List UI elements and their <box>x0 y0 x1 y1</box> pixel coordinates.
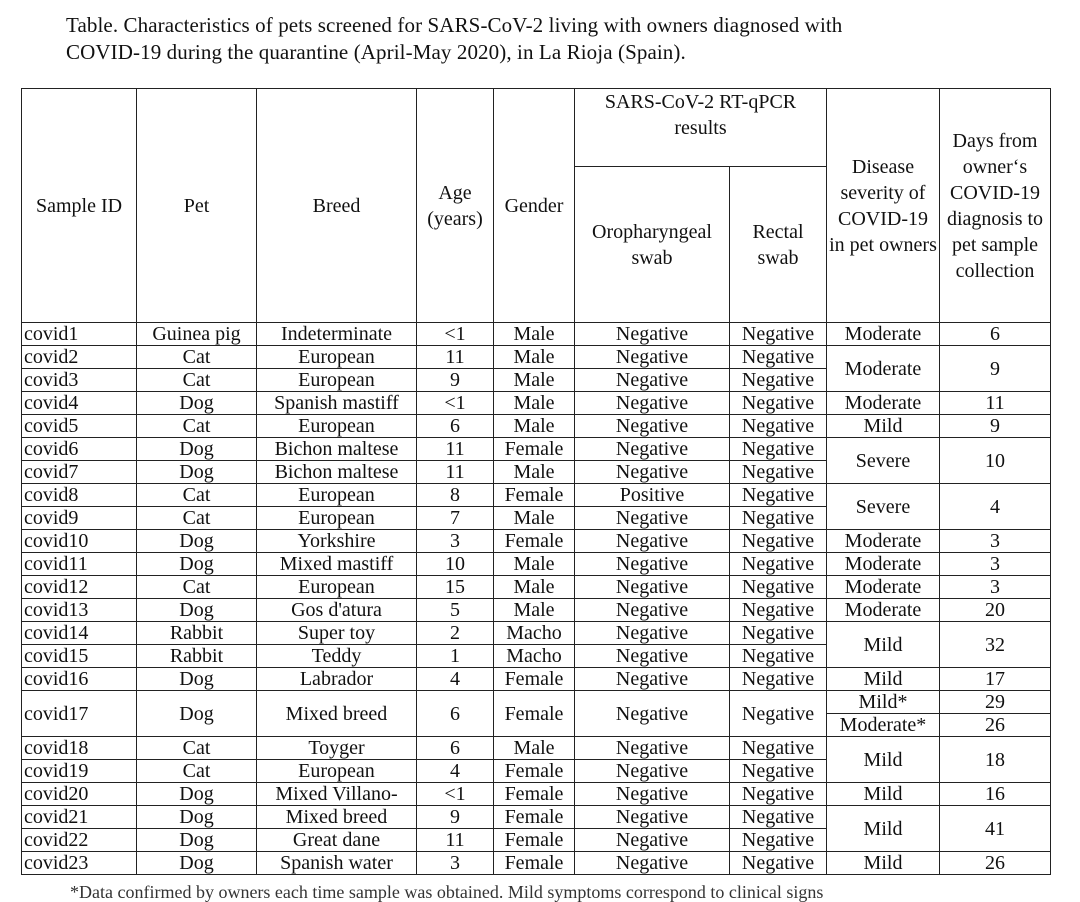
cell-gender: Female <box>494 438 575 461</box>
cell-gender: Male <box>494 369 575 392</box>
cell-rectal: Negative <box>730 576 827 599</box>
cell-age: 6 <box>417 691 494 737</box>
cell-severity: Moderate <box>827 576 940 599</box>
cell-id: covid13 <box>22 599 137 622</box>
table-row <box>22 576 1051 599</box>
cell-pet: Dog <box>137 668 257 691</box>
caption-line-1: Table. Characteristics of pets screened for SARS-CoV-2 living with owners diagnosed with <box>66 13 843 37</box>
cell-oro: Negative <box>575 438 730 461</box>
header-severity: Disease severity of COVID-19 in pet owners <box>827 89 940 323</box>
cell-gender: Male <box>494 576 575 599</box>
cell-id: covid11 <box>22 553 137 576</box>
cell-oro: Negative <box>575 461 730 484</box>
cell-oro: Negative <box>575 369 730 392</box>
cell-pet: Dog <box>137 599 257 622</box>
cell-rectal: Negative <box>730 461 827 484</box>
cell-id: covid12 <box>22 576 137 599</box>
cell-id: covid4 <box>22 392 137 415</box>
cell-pet: Cat <box>137 415 257 438</box>
cell-oro: Negative <box>575 599 730 622</box>
table-row <box>22 668 1051 691</box>
table-row <box>22 852 1051 875</box>
table-row <box>22 346 1051 369</box>
cell-rectal: Negative <box>730 852 827 875</box>
cell-days: 18 <box>940 737 1051 783</box>
cell-oro: Negative <box>575 415 730 438</box>
table-row <box>22 599 1051 622</box>
cell-pet: Dog <box>137 691 257 737</box>
cell-severity: Moderate <box>827 530 940 553</box>
cell-rectal: Negative <box>730 737 827 760</box>
cell-age: 11 <box>417 438 494 461</box>
cell-pet: Dog <box>137 806 257 829</box>
cell-severity: Mild <box>827 806 940 852</box>
table-row <box>22 323 1051 346</box>
cell-rectal: Negative <box>730 392 827 415</box>
table-row <box>22 415 1051 438</box>
cell-gender: Male <box>494 507 575 530</box>
cell-days: 41 <box>940 806 1051 852</box>
cell-severity: Mild <box>827 783 940 806</box>
cell-severity: Mild* <box>827 691 940 714</box>
cell-rectal: Negative <box>730 806 827 829</box>
cell-pet: Rabbit <box>137 622 257 645</box>
cell-rectal: Negative <box>730 783 827 806</box>
cell-gender: Male <box>494 461 575 484</box>
cell-days: 26 <box>940 852 1051 875</box>
table-row <box>22 530 1051 553</box>
cell-age: <1 <box>417 323 494 346</box>
cell-rectal: Negative <box>730 599 827 622</box>
table-row <box>22 553 1051 576</box>
cell-severity: Mild <box>827 622 940 668</box>
cell-id: covid1 <box>22 323 137 346</box>
cell-breed: Labrador <box>257 668 417 691</box>
cell-oro: Negative <box>575 392 730 415</box>
cell-severity: Moderate <box>827 323 940 346</box>
cell-days: 4 <box>940 484 1051 530</box>
cell-oro: Positive <box>575 484 730 507</box>
cell-pet: Dog <box>137 829 257 852</box>
cell-oro: Negative <box>575 783 730 806</box>
cell-oro: Negative <box>575 323 730 346</box>
cell-oro: Negative <box>575 806 730 829</box>
cell-pet: Dog <box>137 783 257 806</box>
cell-gender: Female <box>494 806 575 829</box>
cell-age: 8 <box>417 484 494 507</box>
cell-age: 3 <box>417 530 494 553</box>
table-row <box>22 622 1051 645</box>
cell-rectal: Negative <box>730 645 827 668</box>
cell-breed: Mixed breed <box>257 691 417 737</box>
table-row <box>22 806 1051 829</box>
cell-severity: Mild <box>827 415 940 438</box>
cell-breed: Mixed Villano- <box>257 783 417 806</box>
cell-pet: Dog <box>137 530 257 553</box>
cell-gender: Male <box>494 323 575 346</box>
cell-age: 15 <box>417 576 494 599</box>
cell-days: 11 <box>940 392 1051 415</box>
cell-age: 10 <box>417 553 494 576</box>
cell-days: 9 <box>940 415 1051 438</box>
cell-oro: Negative <box>575 530 730 553</box>
header-gender: Gender <box>494 89 575 323</box>
cell-pet: Cat <box>137 507 257 530</box>
header-age: Age (years) <box>417 89 494 323</box>
cell-severity: Moderate <box>827 392 940 415</box>
header-days: Days from owner‘s COVID-19 diagnosis to pet sample collection <box>940 89 1051 323</box>
cell-rectal: Negative <box>730 484 827 507</box>
table-row <box>22 691 1051 714</box>
cell-days: 3 <box>940 576 1051 599</box>
cell-id: covid2 <box>22 346 137 369</box>
cell-age: <1 <box>417 783 494 806</box>
cell-rectal: Negative <box>730 415 827 438</box>
cell-breed: Mixed breed <box>257 806 417 829</box>
cell-id: covid8 <box>22 484 137 507</box>
cell-oro: Negative <box>575 852 730 875</box>
cell-id: covid3 <box>22 369 137 392</box>
cell-breed: Toyger <box>257 737 417 760</box>
header-breed: Breed <box>257 89 417 323</box>
cell-id: covid14 <box>22 622 137 645</box>
cell-gender: Female <box>494 852 575 875</box>
cell-gender: Macho <box>494 622 575 645</box>
cell-breed: Spanish mastiff <box>257 392 417 415</box>
header-pet: Pet <box>137 89 257 323</box>
cell-pet: Dog <box>137 392 257 415</box>
cell-id: covid20 <box>22 783 137 806</box>
cell-breed: European <box>257 507 417 530</box>
cell-id: covid16 <box>22 668 137 691</box>
cell-age: 2 <box>417 622 494 645</box>
cell-rectal: Negative <box>730 691 827 737</box>
table-row <box>22 438 1051 461</box>
cell-gender: Female <box>494 691 575 737</box>
cell-severity: Mild <box>827 737 940 783</box>
header-rtqpcr: SARS-CoV-2 RT-qPCR results <box>575 89 827 167</box>
cell-breed: Spanish water <box>257 852 417 875</box>
cell-gender: Female <box>494 829 575 852</box>
cell-age: 5 <box>417 599 494 622</box>
cell-age: 9 <box>417 369 494 392</box>
cell-gender: Female <box>494 783 575 806</box>
cell-gender: Male <box>494 553 575 576</box>
table-row <box>22 392 1051 415</box>
cell-breed: European <box>257 369 417 392</box>
cell-age: <1 <box>417 392 494 415</box>
cell-id: covid15 <box>22 645 137 668</box>
cell-pet: Cat <box>137 484 257 507</box>
cell-days: 16 <box>940 783 1051 806</box>
cell-gender: Macho <box>494 645 575 668</box>
table-row <box>22 783 1051 806</box>
cell-rectal: Negative <box>730 369 827 392</box>
cell-pet: Dog <box>137 852 257 875</box>
cell-oro: Negative <box>575 576 730 599</box>
cell-id: covid6 <box>22 438 137 461</box>
cell-breed: Teddy <box>257 645 417 668</box>
header-rectal: Rectal swab <box>730 167 827 323</box>
cell-pet: Cat <box>137 760 257 783</box>
caption-line-2: COVID-19 during the quarantine (April-May 2020), in La Rioja (Spain). <box>66 40 686 64</box>
cell-days: 6 <box>940 323 1051 346</box>
table-row <box>22 484 1051 507</box>
cell-rectal: Negative <box>730 530 827 553</box>
cell-oro: Negative <box>575 668 730 691</box>
cell-oro: Negative <box>575 553 730 576</box>
cell-pet: Guinea pig <box>137 323 257 346</box>
cell-breed: Bichon maltese <box>257 438 417 461</box>
cell-age: 4 <box>417 760 494 783</box>
cell-id: covid22 <box>22 829 137 852</box>
cell-severity: Mild <box>827 668 940 691</box>
cell-breed: European <box>257 484 417 507</box>
cell-oro: Negative <box>575 829 730 852</box>
cell-oro: Negative <box>575 737 730 760</box>
cell-breed: Great dane <box>257 829 417 852</box>
cell-days: 32 <box>940 622 1051 668</box>
cell-id: covid18 <box>22 737 137 760</box>
cell-rectal: Negative <box>730 438 827 461</box>
cell-oro: Negative <box>575 760 730 783</box>
cell-breed: European <box>257 346 417 369</box>
header-sample-id: Sample ID <box>22 89 137 323</box>
cell-days: 10 <box>940 438 1051 484</box>
cell-pet: Dog <box>137 461 257 484</box>
cell-age: 9 <box>417 806 494 829</box>
cell-rectal: Negative <box>730 553 827 576</box>
cell-age: 6 <box>417 737 494 760</box>
cell-breed: Indeterminate <box>257 323 417 346</box>
cell-days: 3 <box>940 553 1051 576</box>
cell-rectal: Negative <box>730 668 827 691</box>
cell-gender: Male <box>494 346 575 369</box>
cell-id: covid7 <box>22 461 137 484</box>
cell-days2: 26 <box>940 714 1051 737</box>
cell-age: 6 <box>417 415 494 438</box>
cell-breed: European <box>257 576 417 599</box>
cell-id: covid23 <box>22 852 137 875</box>
cell-rectal: Negative <box>730 829 827 852</box>
header-oropharyngeal: Oropharyngeal swab <box>575 167 730 323</box>
cell-age: 7 <box>417 507 494 530</box>
cell-breed: Gos d'atura <box>257 599 417 622</box>
cell-severity: Moderate <box>827 553 940 576</box>
table-caption <box>66 12 966 66</box>
footnote: *Data confirmed by owners each time sample was obtained. Mild symptoms correspond to clinical signs <box>70 882 824 902</box>
cell-days: 29 <box>940 691 1051 714</box>
cell-rectal: Negative <box>730 346 827 369</box>
cell-age: 3 <box>417 852 494 875</box>
cell-age: 1 <box>417 645 494 668</box>
cell-oro: Negative <box>575 346 730 369</box>
cell-id: covid19 <box>22 760 137 783</box>
cell-pet: Cat <box>137 576 257 599</box>
cell-breed: European <box>257 760 417 783</box>
cell-severity: Moderate <box>827 346 940 392</box>
cell-pet: Rabbit <box>137 645 257 668</box>
cell-days: 17 <box>940 668 1051 691</box>
cell-days: 20 <box>940 599 1051 622</box>
cell-breed: Bichon maltese <box>257 461 417 484</box>
cell-id: covid5 <box>22 415 137 438</box>
cell-gender: Female <box>494 530 575 553</box>
cell-gender: Male <box>494 599 575 622</box>
cell-age: 11 <box>417 346 494 369</box>
cell-days: 9 <box>940 346 1051 392</box>
cell-oro: Negative <box>575 507 730 530</box>
cell-gender: Male <box>494 392 575 415</box>
cell-id: covid10 <box>22 530 137 553</box>
cell-age: 11 <box>417 829 494 852</box>
cell-rectal: Negative <box>730 507 827 530</box>
cell-breed: Yorkshire <box>257 530 417 553</box>
cell-pet: Cat <box>137 737 257 760</box>
cell-oro: Negative <box>575 645 730 668</box>
cell-pet: Dog <box>137 553 257 576</box>
pets-table <box>21 88 1051 875</box>
cell-severity: Severe <box>827 484 940 530</box>
cell-severity2: Moderate* <box>827 714 940 737</box>
cell-rectal: Negative <box>730 760 827 783</box>
table-row <box>22 737 1051 760</box>
cell-age: 4 <box>417 668 494 691</box>
cell-days: 3 <box>940 530 1051 553</box>
cell-gender: Male <box>494 737 575 760</box>
cell-gender: Female <box>494 668 575 691</box>
cell-severity: Mild <box>827 852 940 875</box>
cell-id: covid21 <box>22 806 137 829</box>
cell-gender: Female <box>494 760 575 783</box>
cell-rectal: Negative <box>730 323 827 346</box>
cell-oro: Negative <box>575 622 730 645</box>
cell-gender: Male <box>494 415 575 438</box>
cell-age: 11 <box>417 461 494 484</box>
cell-pet: Dog <box>137 438 257 461</box>
table-body <box>22 323 1051 875</box>
cell-pet: Cat <box>137 369 257 392</box>
cell-pet: Cat <box>137 346 257 369</box>
cell-gender: Female <box>494 484 575 507</box>
cell-id: covid17 <box>22 691 137 737</box>
cell-breed: Mixed mastiff <box>257 553 417 576</box>
cell-rectal: Negative <box>730 622 827 645</box>
cell-id: covid9 <box>22 507 137 530</box>
cell-severity: Moderate <box>827 599 940 622</box>
cell-breed: European <box>257 415 417 438</box>
cell-oro: Negative <box>575 691 730 737</box>
cell-severity: Severe <box>827 438 940 484</box>
cell-breed: Super toy <box>257 622 417 645</box>
